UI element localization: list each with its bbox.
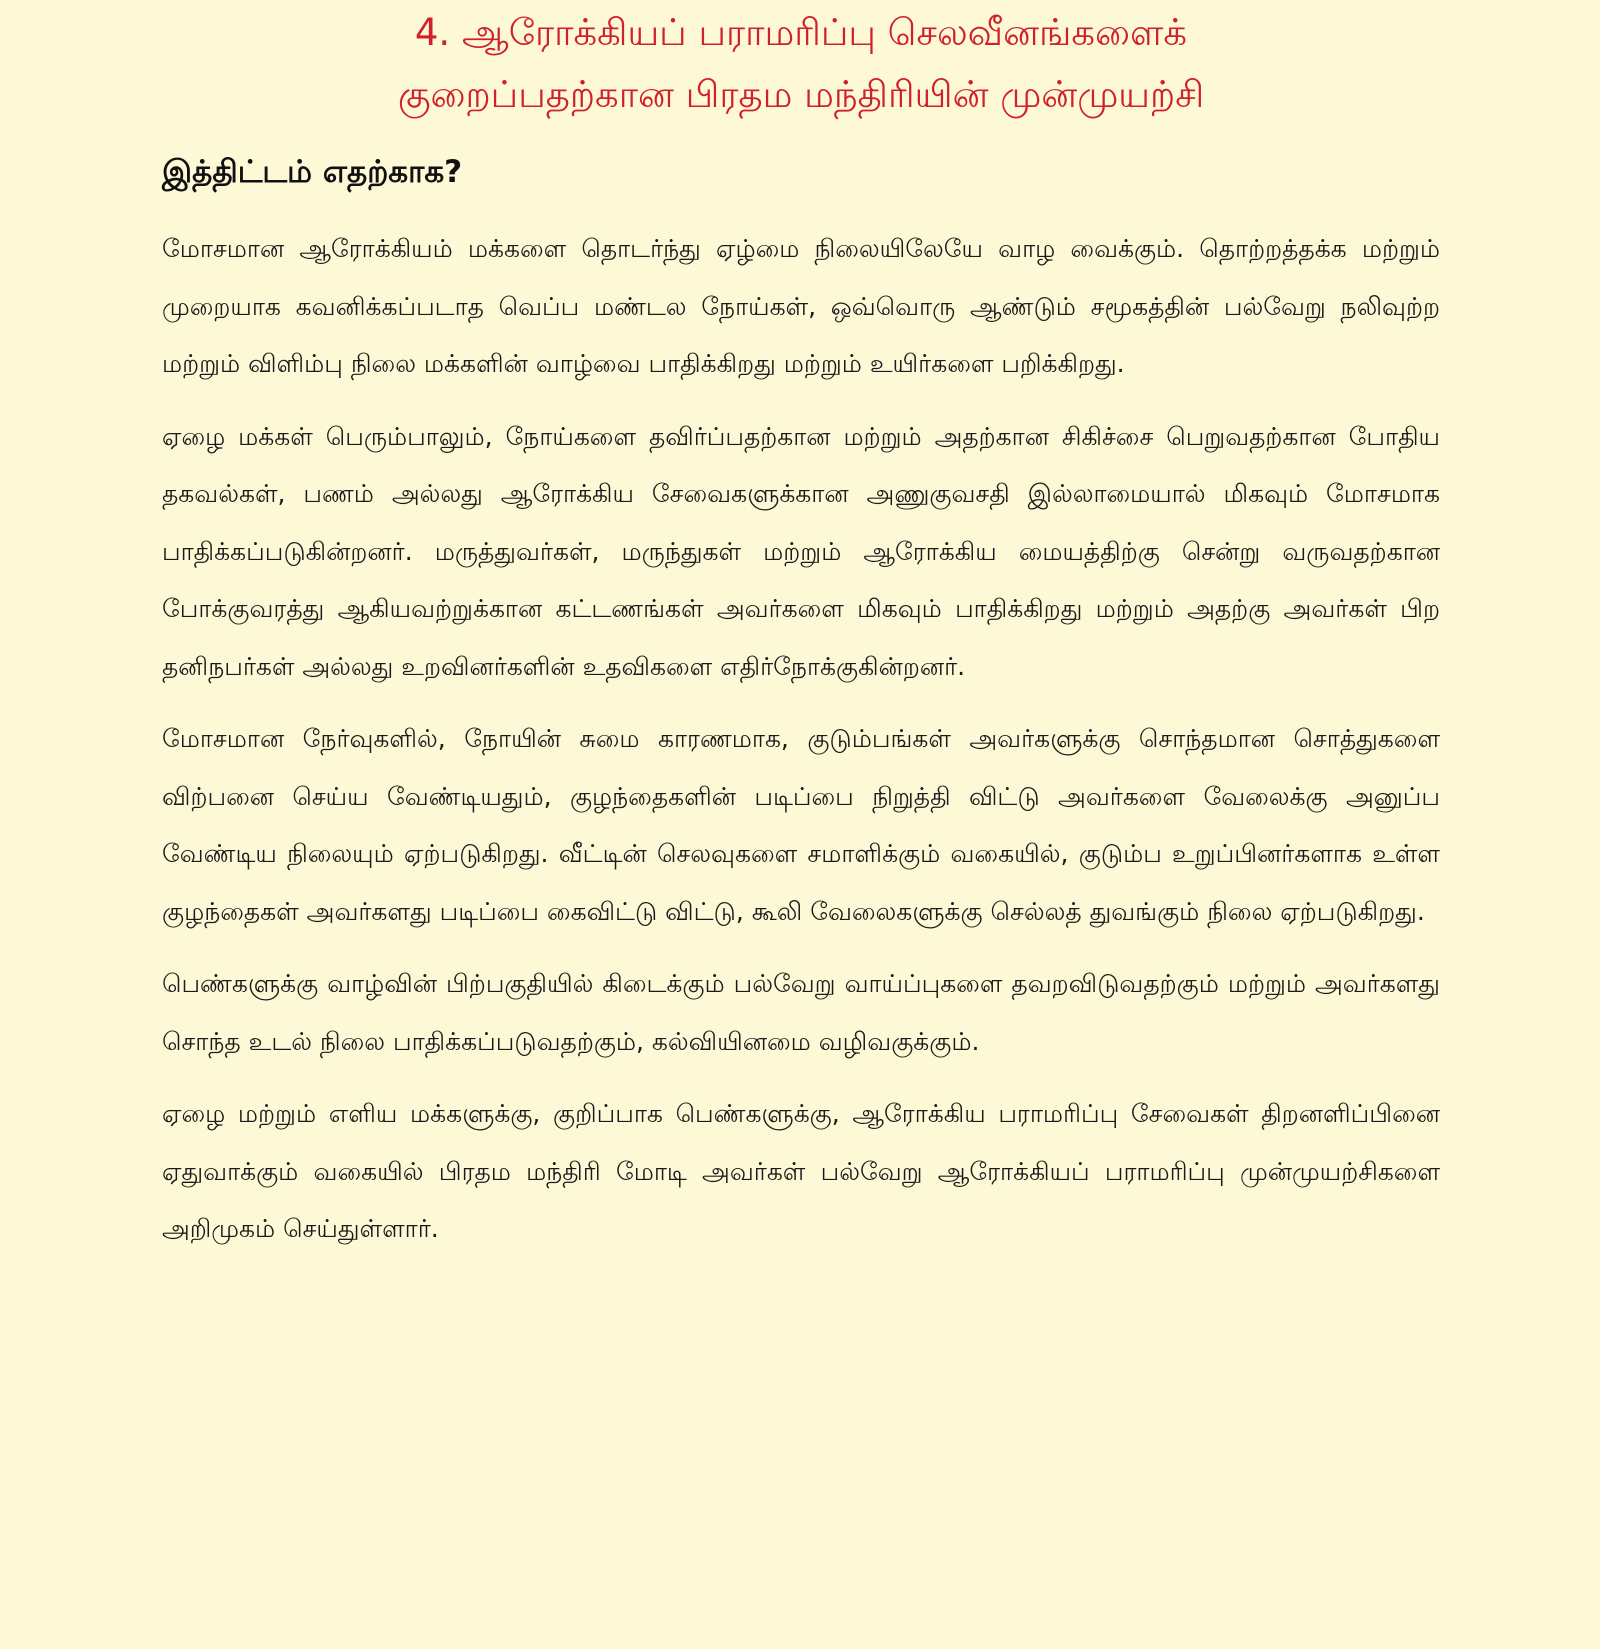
paragraph-1: மோசமான ஆரோக்கியம் மக்களை தொடர்ந்து ஏழ்மை நிலையிலேயே வாழ வைக்கும். தொற்றத்தக்க மற்றும் முறையாக கவனிக்கப்படாத வெப்ப மண்டல நோய்கள், ஒவ்வொரு ஆண்டும் சமூகத்தின் பல்வேறு நலிவுற்ற மற்றும் விளிம்பு நிலை மக்களின் வாழ்வை பாதிக்கிறது மற்றும் உயிர்களை பறிக்கிறது. xyxy=(162,234,1440,378)
paragraph-4: பெண்களுக்கு வாழ்வின் பிற்பகுதியில் கிடைக்கும் பல்வேறு வாய்ப்புகளை தவறவிடுவதற்கும் மற்றும் அவர்களது சொந்த உடல் நிலை பாதிக்கப்படுவதற்கும், கல்வியினமை வழிவகுக்கும். xyxy=(162,969,1440,1056)
section-heading: இத்திட்டம் எதற்காக? xyxy=(162,154,463,190)
title-line-2: குறைப்பதற்கான பிரதம மந்திரியின் முன்முயற்சி xyxy=(397,73,1205,116)
paragraph-2: ஏழை மக்கள் பெரும்பாலும், நோய்களை தவிர்ப்பதற்கான மற்றும் அதற்கான சிகிச்சை பெறுவதற்கான போதிய தகவல்கள், பணம் அல்லது ஆரோக்கிய சேவைகளுக்கான அணுகுவசதி இல்லாமையால் மிகவும் மோசமாக பாதிக்கப்படுகின்றனர். மருத்துவர்கள், மருந்துகள் மற்றும் ஆரோக்கிய மையத்திற்கு சென்று வருவதற்கான போக்குவரத்து ஆகியவற்றுக்கான கட்டணங்கள் அவர்களை மிகவும் பாதிக்கிறது மற்றும் அதற்கு அவர்கள் பிற தனிநபர்கள் அல்லது உறவினர்களின் உதவிகளை எதிர்நோக்குகின்றனர். xyxy=(162,421,1440,681)
title-line-1: 4. ஆரோக்கியப் பராமரிப்பு செலவீனங்களைக் xyxy=(414,11,1188,54)
paragraph-5: ஏழை மற்றும் எளிய மக்களுக்கு, குறிப்பாக பெண்களுக்கு, ஆரோக்கிய பராமரிப்பு சேவைகள் திறனளிப்பினை ஏதுவாக்கும் வகையில் பிரதம மந்திரி மோடி அவர்கள் பல்வேறு ஆரோக்கியப் பராமரிப்பு முன்முயற்சிகளை அறிமுகம் செய்துள்ளார். xyxy=(162,1099,1440,1243)
paragraph-3: மோசமான நேர்வுகளில், நோயின் சுமை காரணமாக, குடும்பங்கள் அவர்களுக்கு சொந்தமான சொத்துகளை விற்பனை செய்ய வேண்டியதும், குழந்தைகளின் படிப்பை நிறுத்தி விட்டு அவர்களை வேலைக்கு அனுப்ப வேண்டிய நிலையும் ஏற்படுகிறது. வீட்டின் செலவுகளை சமாளிக்கும் வகையில், குடும்ப உறுப்பினர்களாக உள்ள குழந்தைகள் அவர்களது படிப்பை கைவிட்டு விட்டு, கூலி வேலைகளுக்கு செல்லத் துவங்கும் நிலை ஏற்படுகிறது. xyxy=(162,724,1440,926)
page-title xyxy=(162,0,1440,126)
